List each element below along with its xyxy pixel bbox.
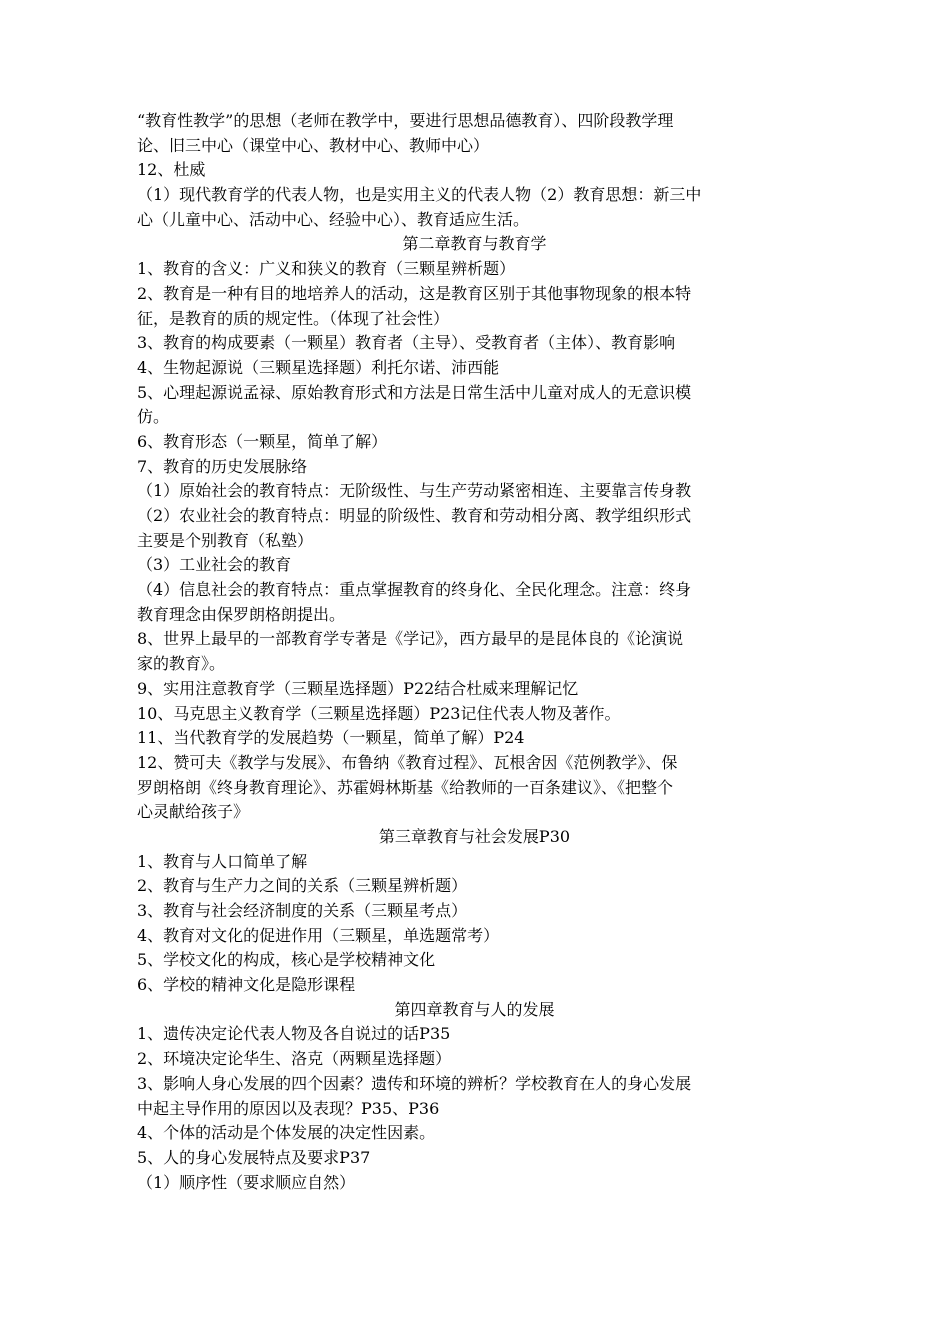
text-line: 4、个体的活动是个体发展的决定性因素。 <box>137 1123 436 1143</box>
text-line: 4、教育对文化的促进作用（三颗星，单选题常考） <box>137 925 500 945</box>
text-line: （1）顺序性（要求顺应自然） <box>137 1172 356 1192</box>
text-line: 3、影响人身心发展的四个因素？遗传和环境的辨析？学校教育在人的身心发展 <box>137 1073 692 1093</box>
text-line: 主要是个别教育（私塾） <box>137 530 314 550</box>
text-line: （1）现代教育学的代表人物，也是实用主义的代表人物（2）教育思想：新三中 <box>137 185 702 205</box>
chapter-heading: 第三章教育与社会发展P30 <box>378 826 571 846</box>
text-line: 9、实用注意教育学（三颗星选择题）P22结合杜威来理解记忆 <box>137 678 579 698</box>
text-line: 5、学校文化的构成，核心是学校精神文化 <box>137 950 436 970</box>
text-line: （2）农业社会的教育特点：明显的阶级性、教育和劳动相分离、教学组织形式 <box>137 506 692 525</box>
text-line: 8、世界上最早的一部教育学专著是《学记》，西方最早的是昆体良的《论演说 <box>137 629 684 649</box>
text-line: 论、旧三中心（课堂中心、教材中心、教师中心） <box>137 135 490 155</box>
text-line: 心灵献给孩子》 <box>137 802 250 822</box>
text-line: 3、教育与社会经济制度的关系（三颗星考点） <box>137 901 468 920</box>
text-line: 3、教育的构成要素（一颗星）教育者（主导）、受教育者（主体）、教育影响 <box>137 333 676 353</box>
text-line: 教育理念由保罗朗格朗提出。 <box>137 604 346 624</box>
text-line: 仿。 <box>137 407 170 427</box>
text-line: 5、人的身心发展特点及要求P37 <box>137 1147 371 1167</box>
text-line: 1、教育的含义：广义和狭义的教育（三颗星辨析题） <box>137 259 516 279</box>
text-line: 2、教育是一种有目的地培养人的活动，这是教育区别于其他事物现象的根本特 <box>137 283 692 303</box>
text-line: 4、生物起源说（三颗星选择题）利托尔诺、沛西能 <box>137 357 500 377</box>
chapter-heading: 第二章教育与教育学 <box>402 234 547 254</box>
text-line: 2、教育与生产力之间的关系（三颗星辨析题） <box>137 876 468 896</box>
text-line: 家的教育》。 <box>137 654 226 674</box>
text-line: 罗朗格朗《终身教育理论》、苏霍姆林斯基《给教师的一百条建议》、《把整个 <box>137 777 674 797</box>
text-line: 心（儿童中心、活动中心、经验中心）、教育适应生活。 <box>137 209 530 229</box>
text-line: 1、遗传决定论代表人物及各自说过的话P35 <box>137 1024 451 1044</box>
chapter-heading: 第四章教育与人的发展 <box>394 999 555 1019</box>
text-line: 1、教育与人口简单了解 <box>137 851 308 871</box>
text-line: 5、心理起源说孟禄、原始教育形式和方法是日常生活中儿童对成人的无意识模 <box>137 382 692 402</box>
text-line: 2、环境决定论华生、洛克（两颗星选择题） <box>137 1049 452 1069</box>
text-line: 7、教育的历史发展脉络 <box>137 456 308 476</box>
text-line: “教育性教学”的思想（老师在教学中，要进行思想品德教育）、四阶段教学理 <box>137 111 674 130</box>
text-line: （1）原始社会的教育特点：无阶级性、与生产劳动紧密相连、主要靠言传身教 <box>137 481 692 501</box>
text-line: 6、学校的精神文化是隐形课程 <box>137 975 356 995</box>
text-line: （3）工业社会的教育 <box>137 555 292 575</box>
text-line: 6、教育形态（一颗星，简单了解） <box>137 431 388 451</box>
text-line: 12、杜威 <box>137 160 206 180</box>
text-line: 12、赞可夫《教学与发展》、布鲁纳《教育过程》、瓦根舍因《范例教学》、保 <box>137 752 678 772</box>
text-line: 征，是教育的质的规定性。（体现了社会性） <box>137 308 450 328</box>
text-line: 10、马克思主义教育学（三颗星选择题）P23记住代表人物及著作。 <box>137 703 621 723</box>
text-line: 中起主导作用的原因以及表现？P35、P36 <box>137 1098 440 1118</box>
text-line: 11、当代教育学的发展趋势（一颗星，简单了解）P24 <box>137 728 525 748</box>
text-line: （4）信息社会的教育特点：重点掌握教育的终身化、全民化理念。注意：终身 <box>137 580 692 600</box>
document-page <box>137 109 812 1195</box>
